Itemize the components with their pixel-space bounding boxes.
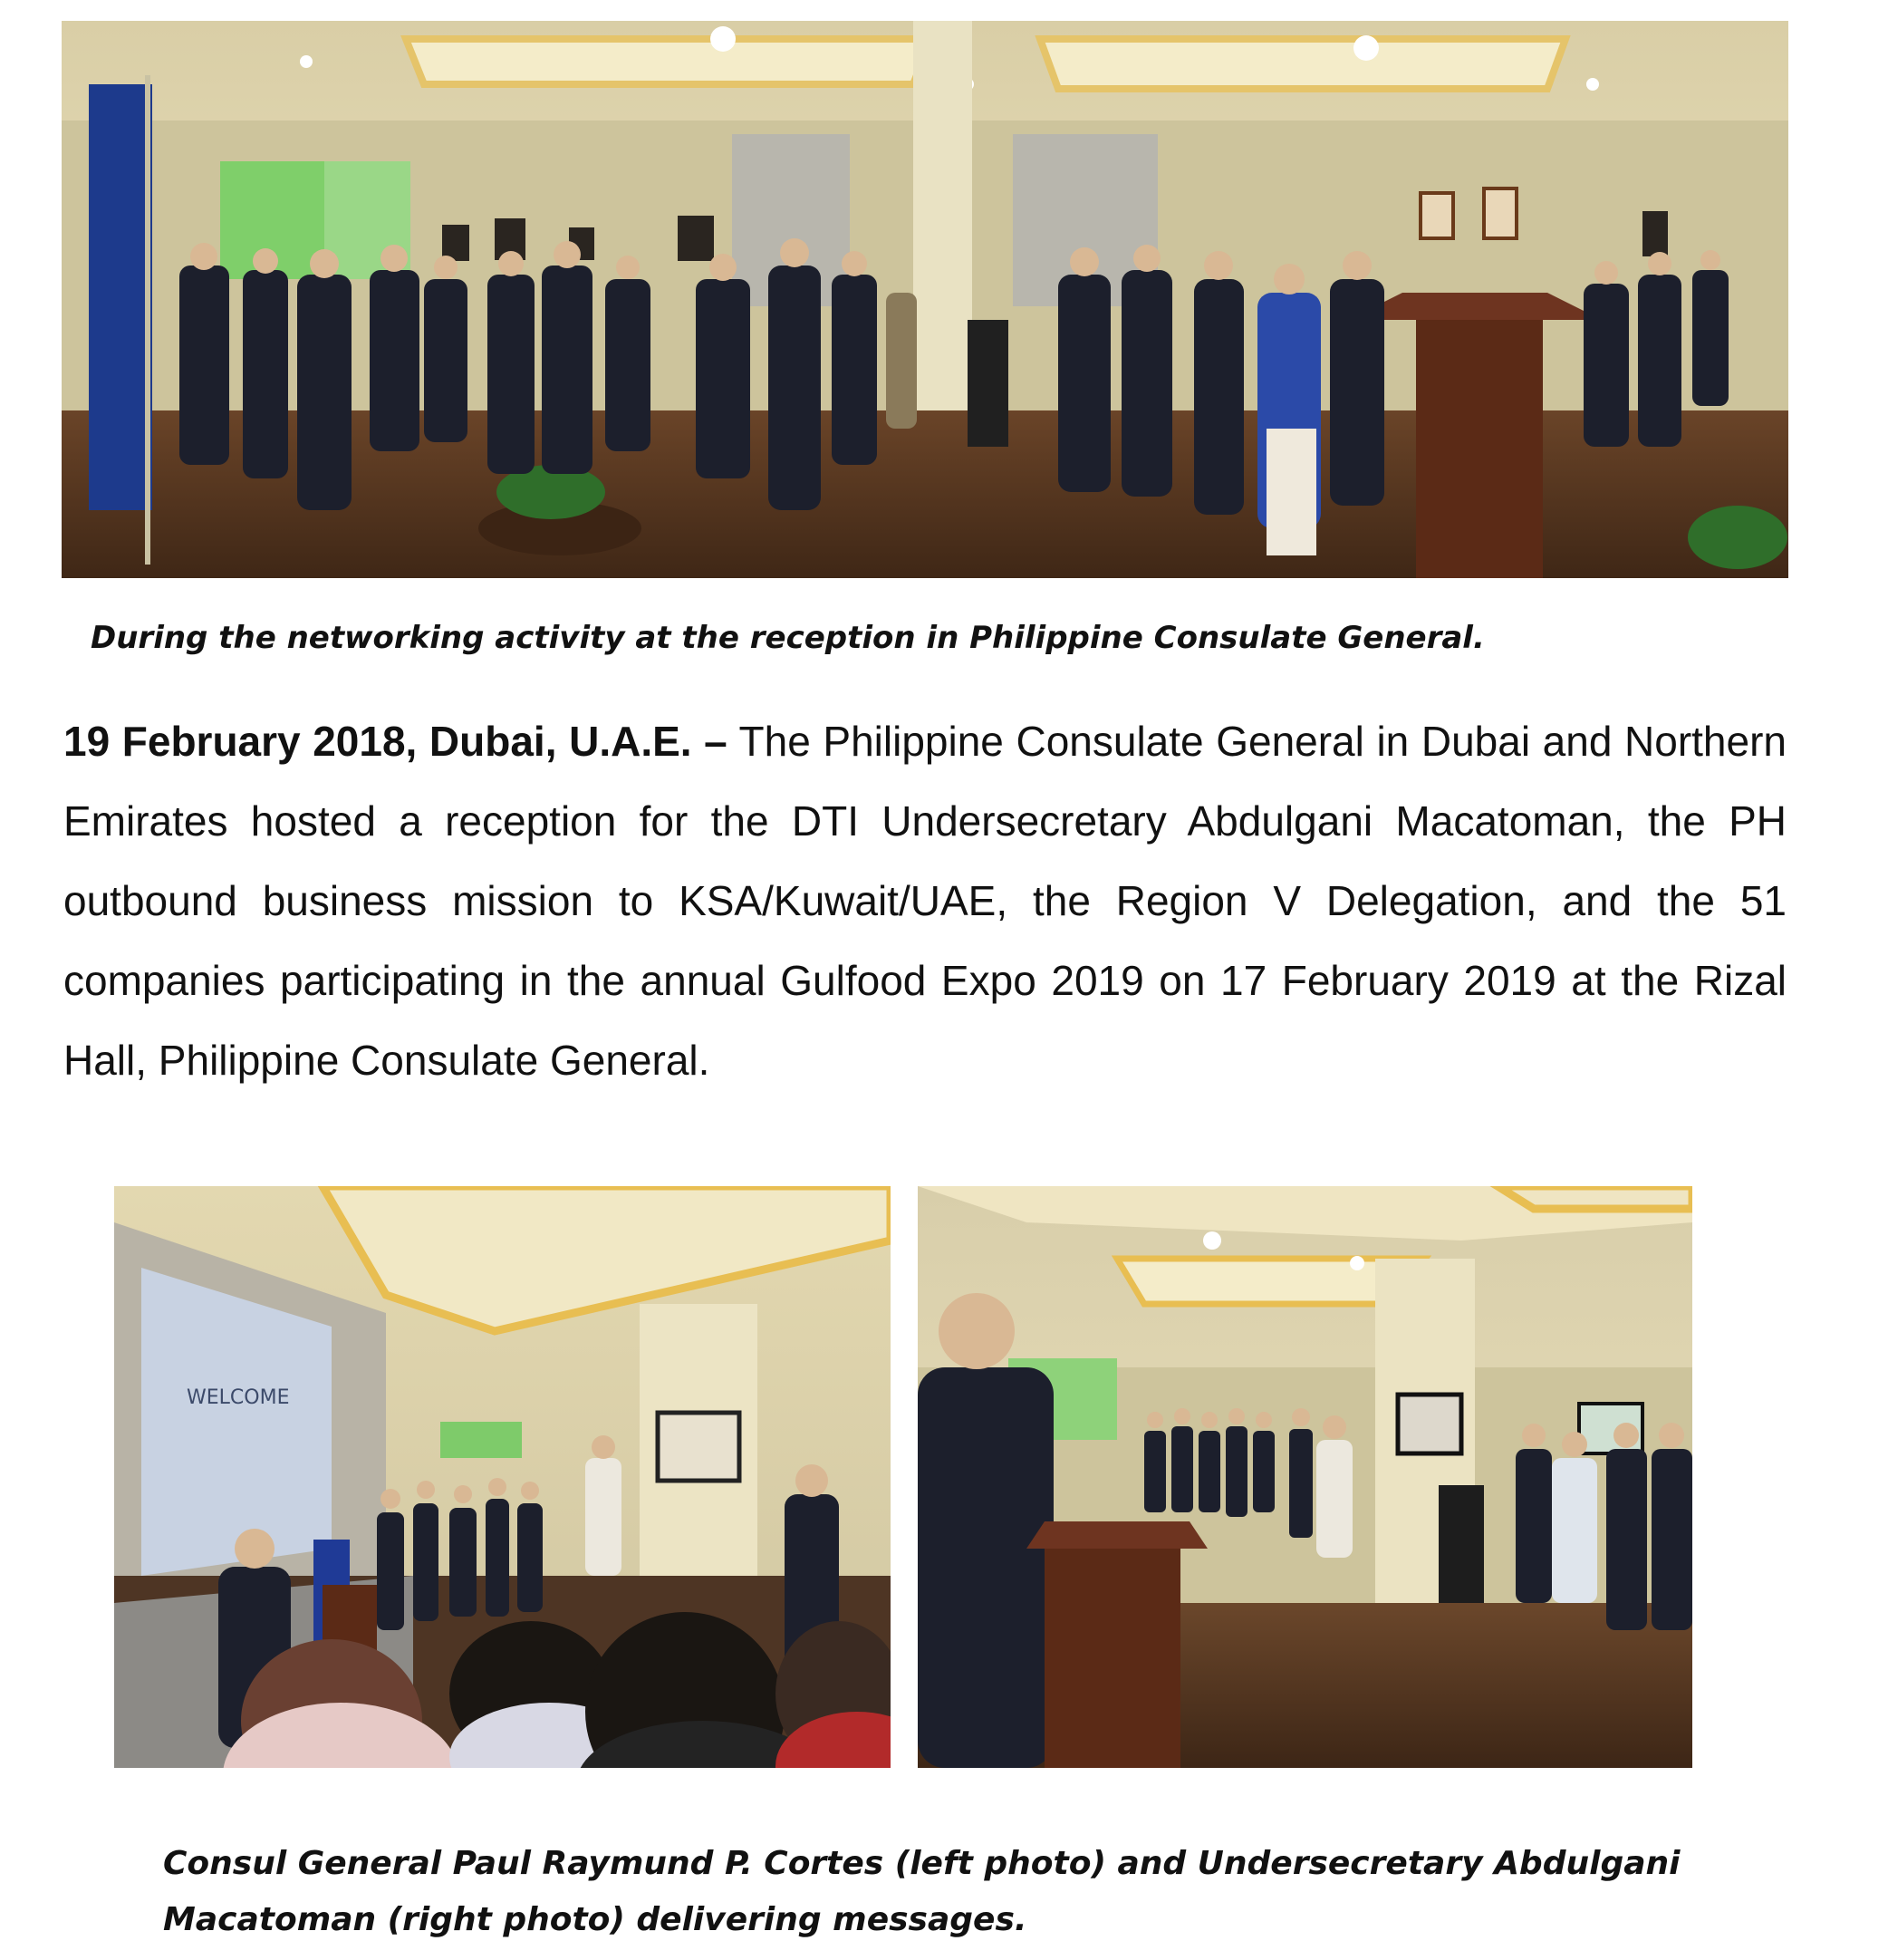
- article-paragraph: [63, 701, 1787, 1100]
- article-body: The Philippine Consulate General in Dubai and Northern Emirates hosted a reception for the DTI Undersecretary Abdulgani Macatoman, the PH outbound business mission to KSA/Kuwait/UAE, the Region V Delegation, and the 51 companies participating in the annual Gulfood Expo 2019 on 17 February 2019 at the Rizal Hall, Philippine Consulate General.: [63, 718, 1787, 1084]
- article-dateline: 19 February 2018, Dubai, U.A.E. –: [63, 718, 727, 765]
- reception-networking-illustration: [62, 21, 1788, 578]
- welcome-screen-text: WELCOME: [187, 1386, 290, 1409]
- undersecretary-speech-illustration: [918, 1186, 1692, 1768]
- reception-networking-photo: [62, 21, 1788, 578]
- top-photo-caption: During the networking activity at the reception in Philippine Consulate General.: [91, 620, 1485, 656]
- consul-general-speech-photo: [114, 1186, 891, 1768]
- undersecretary-speech-photo: [918, 1186, 1692, 1768]
- consul-general-speech-illustration: [114, 1186, 891, 1768]
- bottom-photos-caption: Consul General Paul Raymund P. Cortes (left photo) and Undersecretary Abdulgani Macatoman (right photo) delivering messages.: [163, 1845, 1681, 1938]
